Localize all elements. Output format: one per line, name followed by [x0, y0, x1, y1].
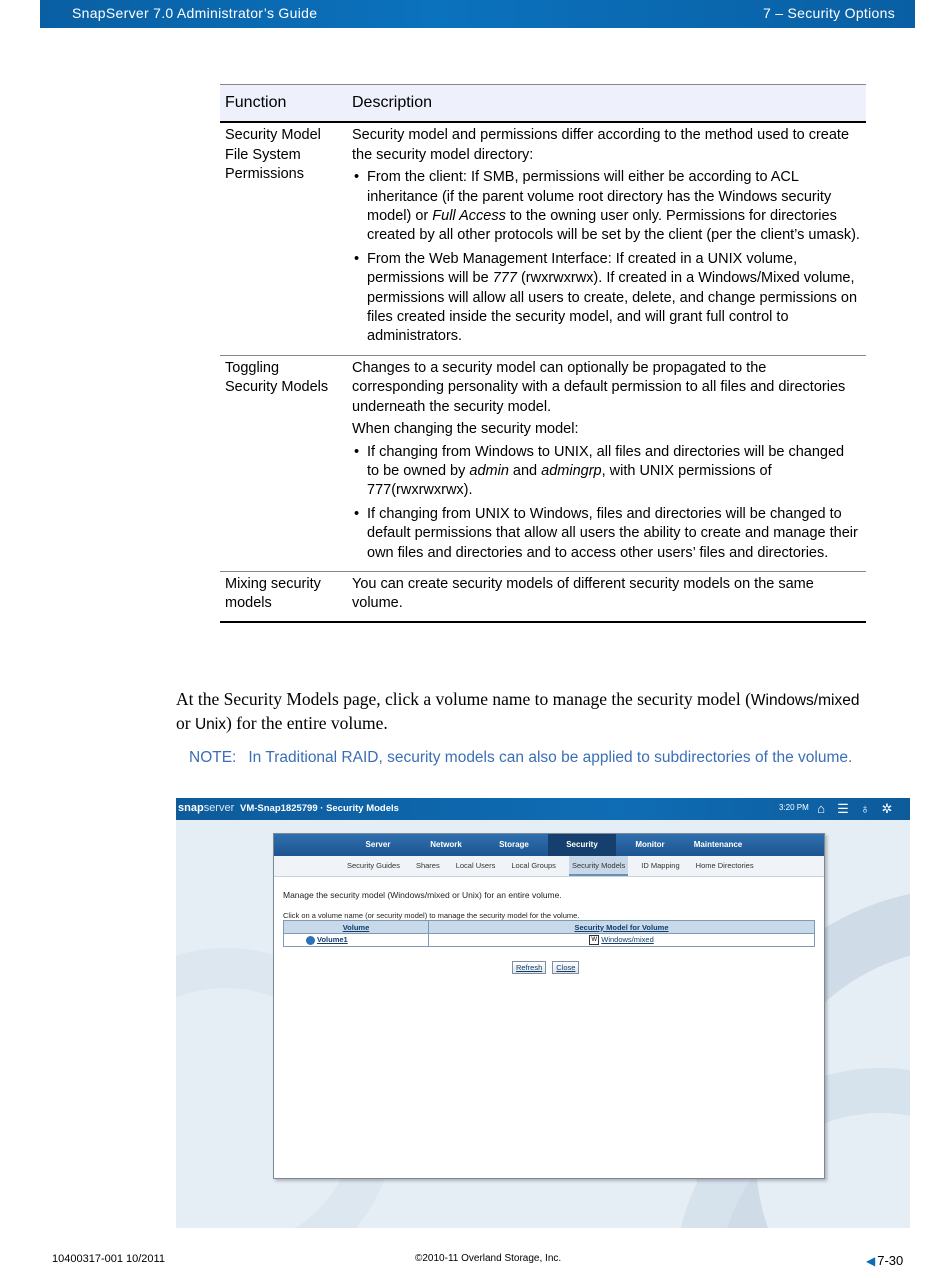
paragraph-text: ) for the entire volume. — [225, 713, 388, 733]
function-cell — [220, 355, 347, 571]
paragraph-option: Unix — [194, 716, 226, 733]
function-cell — [220, 122, 347, 355]
tab-server[interactable]: Server — [365, 840, 391, 849]
subtab-shares[interactable]: Shares — [415, 861, 440, 870]
security-model-cell[interactable] — [429, 934, 815, 947]
function-label: Mixing security models — [225, 575, 321, 612]
bullet-list — [352, 168, 860, 347]
bullet-emphasis: Full Access — [432, 208, 506, 225]
column-header-volume[interactable]: Volume — [284, 921, 429, 934]
header-chapter-title: 7 – Security Options — [762, 5, 895, 21]
subtab-local-groups[interactable]: Local Groups — [511, 861, 556, 870]
paragraph-option: Windows/mixed — [750, 692, 860, 709]
network-icon[interactable]: ♁ — [860, 801, 870, 816]
column-header-security-model[interactable]: Security Model for Volume — [429, 921, 815, 934]
note-label: NOTE: — [189, 749, 237, 766]
bullet-text: and — [508, 462, 542, 479]
security-models-screenshot — [176, 798, 910, 1228]
page-instruction: Click on a volume name (or security model) to manage the security model for the volume. — [283, 911, 580, 920]
description-text: Security model and permissions differ according to the method used to create the security model directory: — [352, 127, 850, 163]
bullet-item — [352, 443, 860, 501]
bullet-emphasis: admin — [469, 462, 509, 479]
main-tabs — [274, 834, 824, 856]
top-icon-group — [812, 800, 896, 818]
description-cell — [347, 571, 866, 621]
volume-table — [283, 920, 815, 947]
description-cell — [347, 122, 866, 355]
column-header-function: Function — [220, 85, 347, 123]
volume-link-cell[interactable] — [284, 934, 429, 947]
paragraph-text: At the Security Models page, click a volume name to manage the security model ( — [176, 689, 751, 709]
tab-security[interactable]: Security — [548, 834, 616, 856]
security-subnav — [274, 856, 824, 877]
bullet-emphasis: admingrp — [541, 462, 602, 479]
back-arrow-icon[interactable]: ◀ — [866, 1254, 876, 1268]
table-row — [284, 934, 815, 947]
bullet-text: From the Web Management Interface: If created in a UNIX volume, permissions will be — [367, 250, 798, 287]
logo-bold: snap — [178, 802, 204, 814]
subtab-home-directories[interactable]: Home Directories — [695, 861, 754, 870]
management-window — [273, 833, 825, 1179]
bullet-text: to the owning user only. Permissions for directories created by all other protocols will be set by the client (per the client’s umask). — [367, 208, 860, 244]
description-text: You can create security models of different security models on the same volume. — [352, 575, 814, 612]
description-text: When changing the security model: — [352, 421, 579, 438]
tab-maintenance[interactable]: Maintenance — [693, 840, 743, 849]
function-label: Security Model File System Permissions — [225, 127, 321, 183]
bullet-emphasis: 777 — [492, 270, 517, 287]
tab-network[interactable]: Network — [430, 840, 462, 849]
device-page-title: VM-Snap1825799 · Security Models — [240, 803, 399, 814]
logo-rest: server — [203, 802, 235, 814]
footer-page — [866, 1253, 903, 1268]
bullet-item — [352, 168, 860, 246]
page-header-bar — [40, 0, 915, 28]
volume-name-link[interactable]: Volume1 — [317, 935, 348, 945]
button-group — [512, 961, 579, 974]
tab-monitor[interactable]: Monitor — [635, 840, 665, 849]
tab-storage[interactable]: Storage — [499, 840, 529, 849]
bullet-text: (rwxrwxrwx). If created in a Windows/Mixed volume, permissions will allow all users to create, delete, and change permissions on files created inside the security model, and will grant full control to administrators. — [367, 270, 858, 345]
note — [189, 749, 929, 767]
volume-icon — [306, 936, 315, 945]
settings-icon[interactable]: ✲ — [881, 801, 893, 816]
function-label: Toggling Security Models — [225, 359, 329, 396]
paragraph-text: or — [176, 713, 195, 733]
app-top-bar — [176, 798, 910, 820]
table-row — [220, 571, 866, 621]
bullet-text: , with UNIX permissions of 777(rwxrwxrwx). — [367, 462, 772, 499]
close-button[interactable]: Close — [552, 961, 579, 974]
bullet-text: If changing from Windows to UNIX, all files and directories will be changed to be owned by — [367, 443, 845, 479]
servers-icon[interactable]: ☰ — [837, 801, 849, 816]
volume-table-header — [284, 921, 815, 934]
table-header-row — [220, 85, 866, 123]
footer-doc-number: 10400317-001 10/2011 — [52, 1253, 165, 1265]
windows-model-icon: W — [589, 935, 599, 945]
header-doc-title: SnapServer 7.0 Administrator’s Guide — [72, 5, 318, 21]
bullet-text: From the client: If SMB, permissions will either be according to ACL inheritance (if the parent volume root directory has the Windows security model) or — [367, 169, 832, 225]
subtab-security-guides[interactable]: Security Guides — [347, 861, 400, 870]
table-row — [220, 355, 866, 571]
subtab-security-models[interactable]: Security Models — [569, 856, 628, 876]
footer-copyright: ©2010-11 Overland Storage, Inc. — [415, 1253, 562, 1264]
security-model-link[interactable]: Windows/mixed — [601, 935, 654, 944]
column-header-description: Description — [347, 85, 866, 123]
security-function-table — [220, 84, 866, 623]
bullet-list — [352, 443, 860, 563]
table-row — [220, 122, 866, 355]
bullet-item — [352, 250, 860, 347]
page-number: 7-30 — [877, 1253, 904, 1268]
subtab-id-mapping[interactable]: ID Mapping — [641, 861, 680, 870]
body-paragraph — [176, 688, 876, 736]
page-description: Manage the security model (Windows/mixed or Unix) for an entire volume. — [283, 890, 562, 900]
function-cell — [220, 571, 347, 621]
refresh-button[interactable]: Refresh — [512, 961, 546, 974]
home-icon[interactable]: ⌂ — [817, 801, 825, 816]
snapserver-logo — [178, 802, 234, 814]
bullet-item: • If changing from UNIX to Windows, files and directories will be changed to default permissions that allow all users the ability to create and manage their own files and directories and to access other users’ files and directories. — [352, 505, 860, 563]
clock: 3:20 PM — [779, 803, 809, 812]
description-cell — [347, 355, 866, 571]
subtab-local-users[interactable]: Local Users — [455, 861, 496, 870]
note-text: In Traditional RAID, security models can also be applied to subdirectories of the volume. — [248, 749, 853, 766]
description-text: Changes to a security model can optionally be propagated to the corresponding personality with a default permission to all files and directories underneath the security model. — [352, 359, 846, 415]
